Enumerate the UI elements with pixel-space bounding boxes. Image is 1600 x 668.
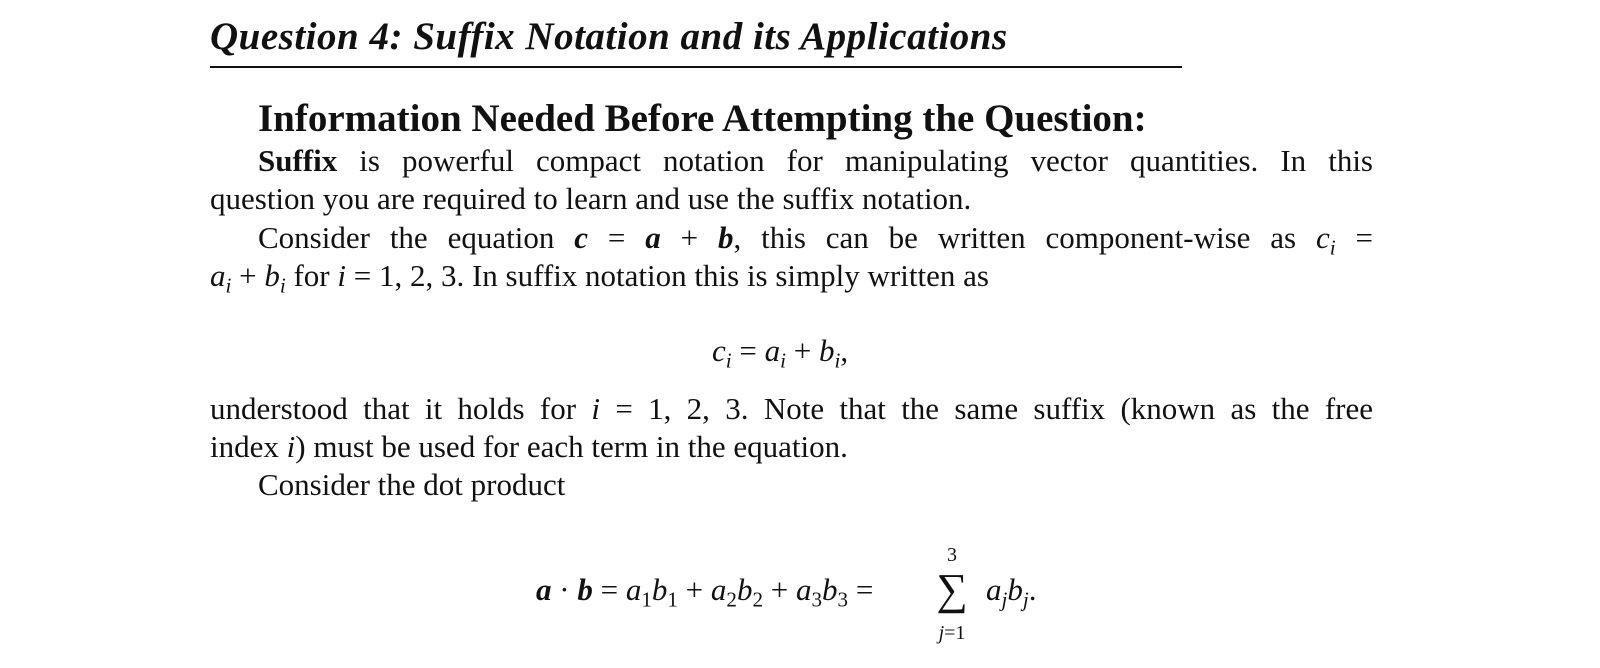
para2-line2: $a_i + b_i$ for i = 1, 2, 3. In suffix notation this is simply written as bbox=[210, 258, 989, 298]
para1-line2: question you are required to learn and use the suffix notation. bbox=[210, 181, 972, 216]
summation-symbol bbox=[926, 544, 978, 644]
section-heading: Information Needed Before Attempting the Question: bbox=[258, 97, 1147, 140]
vector-c: c bbox=[574, 220, 588, 255]
suffix-bold-word: Suffix bbox=[258, 143, 338, 178]
title-underline bbox=[210, 66, 1182, 68]
para4-line1: Consider the dot product bbox=[258, 467, 566, 502]
equation-dot-product: $a \cdot b = a_1b_1 + a_2b_2 + a_3b_3$ = bbox=[536, 572, 874, 612]
question-title: Question 4: Suffix Notation and its Applications bbox=[210, 15, 1008, 58]
vector-a: a bbox=[645, 220, 661, 255]
para2-line1-mid: , this can be written component-wise as bbox=[733, 220, 1316, 255]
para2-line1: Consider the equation c = a + b, this can be written component-wise as $c_i$ = bbox=[258, 220, 1373, 260]
para1-line1-rest: is powerful compact notation for manipulating vector quantities. In this bbox=[337, 143, 1373, 178]
component-c: $c_i$ bbox=[1316, 220, 1336, 260]
sigma-glyph: ∑ bbox=[936, 565, 968, 614]
para2-line1-text: Consider the equation bbox=[258, 220, 575, 255]
para3-line2: index i) must be used for each term in the equation. bbox=[210, 429, 848, 464]
sum-lower-limit: j=1 bbox=[938, 622, 966, 644]
equation-suffix-sum: $c_i = a_i + b_i$, bbox=[712, 333, 849, 373]
vector-b: b bbox=[717, 220, 734, 255]
para3-line1: understood that it holds for i = 1, 2, 3. Note that the same suffix (known as the free bbox=[210, 391, 1373, 426]
equation-dot-product-tail: $a_jb_j$. bbox=[986, 572, 1037, 612]
para1-line1 bbox=[258, 145, 1373, 176]
sum-upper-limit: 3 bbox=[947, 544, 957, 566]
